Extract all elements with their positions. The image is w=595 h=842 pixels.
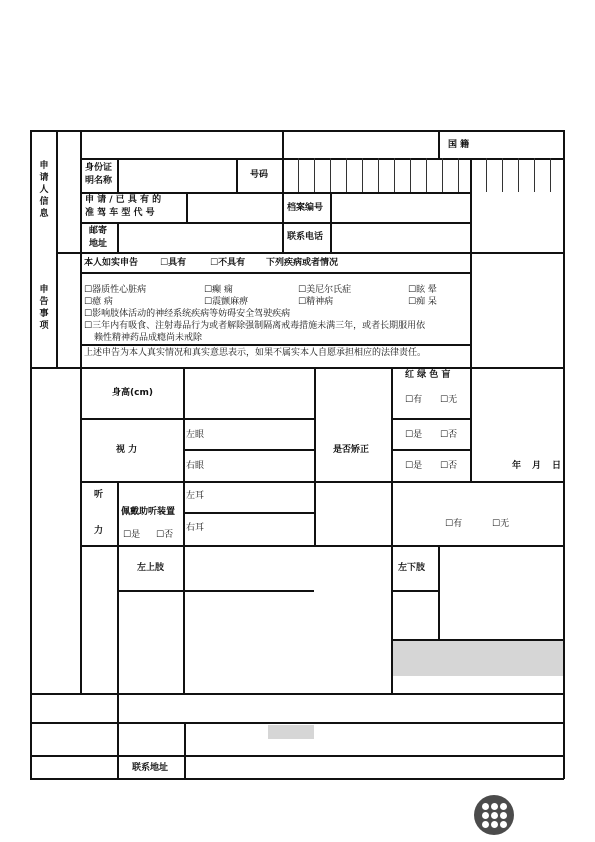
faded-text-block (268, 725, 314, 739)
faded-stamp-area (393, 641, 563, 676)
color-blind-yes[interactable]: ☐有 (405, 395, 423, 405)
right-eye-label: 右眼 (186, 461, 205, 471)
row-line (80, 418, 314, 420)
disease-checkbox[interactable]: ☐震颤麻痹 (204, 297, 249, 307)
section-declaration: 申告事项 (39, 285, 49, 331)
color-blind-label: 红 绿 色 盲 (405, 370, 451, 380)
disease-checkbox[interactable]: ☐精神病 (298, 297, 334, 307)
col-line (80, 367, 82, 693)
section-column-line (56, 130, 58, 368)
hearing-label-2: 力 (94, 526, 104, 536)
left-eye-label: 左眼 (186, 430, 205, 440)
col-line (438, 545, 440, 639)
ear-yes[interactable]: ☐有 (445, 519, 463, 529)
col-line (117, 222, 119, 252)
drug-history-checkbox[interactable]: ☐三年内有吸食、注射毒品行为或者解除强制隔离戒毒措施未满三年，或者长期服用依 (84, 321, 426, 331)
col-line (236, 158, 238, 192)
row-line (30, 693, 564, 695)
col-line (470, 252, 472, 368)
corrected-label: 是否矫正 (333, 445, 370, 455)
frame-top (30, 130, 564, 132)
declaration-statement: 上述申告为本人真实情况和真实意思表示，如果不属实本人自愿承担相应的法律责任。 (84, 348, 427, 358)
frame-bottom (30, 778, 564, 780)
date-day: 日 (552, 461, 562, 471)
corner-logo-icon (474, 795, 514, 835)
row-line (183, 449, 314, 451)
vehicle-label-line2: 准 驾 车 型 代 号 (85, 208, 155, 218)
row-line (117, 590, 314, 592)
col-line (282, 130, 284, 252)
left-ear-label: 左耳 (186, 491, 205, 501)
row-line (80, 192, 470, 194)
frame-right (563, 130, 565, 779)
row-line (30, 367, 564, 369)
section-applicant-info: 申请人信息 (39, 161, 49, 219)
id-label-line2: 明名称 (85, 176, 113, 186)
left-corrected-yes[interactable]: ☐是 (405, 430, 423, 440)
postal-label-line1: 邮寄 (89, 226, 108, 236)
row-line (30, 755, 564, 757)
frame-left (30, 130, 32, 779)
col-line (186, 192, 188, 222)
hearing-aid-label: 佩戴助听装置 (121, 507, 176, 517)
id-label-line1: 身份证 (85, 163, 113, 173)
col-line (438, 130, 440, 158)
row-line (391, 418, 471, 420)
number-label: 号码 (250, 170, 269, 180)
hearing-aid-no[interactable]: ☐否 (156, 530, 174, 540)
disease-checkbox[interactable]: ☐痴 呆 (408, 297, 437, 307)
col-line (470, 367, 472, 481)
row-line (80, 545, 564, 547)
row-line (183, 512, 314, 514)
row-line (80, 344, 470, 346)
date-year: 年 (512, 461, 522, 471)
drug-history-text: 赖性精神药品成瘾尚未戒除 (94, 333, 203, 343)
disease-checkbox[interactable]: ☐美尼尔氏症 (298, 285, 352, 295)
hearing-aid-yes[interactable]: ☐是 (123, 530, 141, 540)
vision-label: 视 力 (116, 445, 138, 455)
disease-checkbox[interactable]: ☐器质性心脏病 (84, 285, 147, 295)
archive-label: 档案编号 (287, 203, 324, 213)
row-line (80, 481, 564, 483)
col-line (330, 192, 332, 252)
right-corrected-no[interactable]: ☐否 (440, 461, 458, 471)
nationality-label: 国 籍 (448, 140, 470, 150)
postal-label-line2: 地址 (89, 239, 108, 249)
disease-checkbox[interactable]: ☐癫 痫 (204, 285, 233, 295)
hearing-label-1: 听 (94, 490, 104, 500)
col-line (117, 481, 119, 778)
ear-no[interactable]: ☐无 (492, 519, 510, 529)
declaration-suffix: 下列疾病或者情况 (266, 258, 339, 268)
contact-address-label: 联系地址 (132, 763, 169, 773)
disease-checkbox[interactable]: ☐眩 晕 (408, 285, 437, 295)
row-line (80, 158, 564, 160)
date-month: 月 (532, 461, 542, 471)
col-line (183, 367, 185, 693)
limb-condition-checkbox[interactable]: ☐影响肢体活动的神经系统疾病等妨碍安全驾驶疾病 (84, 309, 291, 319)
right-corrected-yes[interactable]: ☐是 (405, 461, 423, 471)
right-ear-label: 右耳 (186, 523, 205, 533)
row-line (80, 272, 470, 274)
col-line (117, 158, 119, 192)
declaration-prefix: 本人如实申告 (84, 258, 139, 268)
option-have-checkbox[interactable]: ☐具有 (160, 258, 187, 268)
option-not-have-checkbox[interactable]: ☐不具有 (210, 258, 246, 268)
row-line (56, 252, 564, 254)
left-lower-limb-label: 左下肢 (398, 563, 426, 573)
col-line (314, 367, 316, 545)
disease-checkbox[interactable]: ☐癔 病 (84, 297, 113, 307)
row-line (391, 449, 471, 451)
height-label: 身高(cm) (112, 388, 153, 398)
label-column-line (80, 130, 82, 368)
row-line (30, 722, 564, 724)
left-upper-limb-label: 左上肢 (137, 563, 165, 573)
row-line (391, 590, 438, 592)
color-blind-no[interactable]: ☐无 (440, 395, 458, 405)
col-line (184, 722, 186, 778)
vehicle-label-line1: 申 请 / 已 具 有 的 (85, 195, 162, 205)
row-line (80, 222, 470, 224)
left-corrected-no[interactable]: ☐否 (440, 430, 458, 440)
col-line (470, 158, 472, 252)
phone-label: 联系电话 (287, 232, 324, 242)
